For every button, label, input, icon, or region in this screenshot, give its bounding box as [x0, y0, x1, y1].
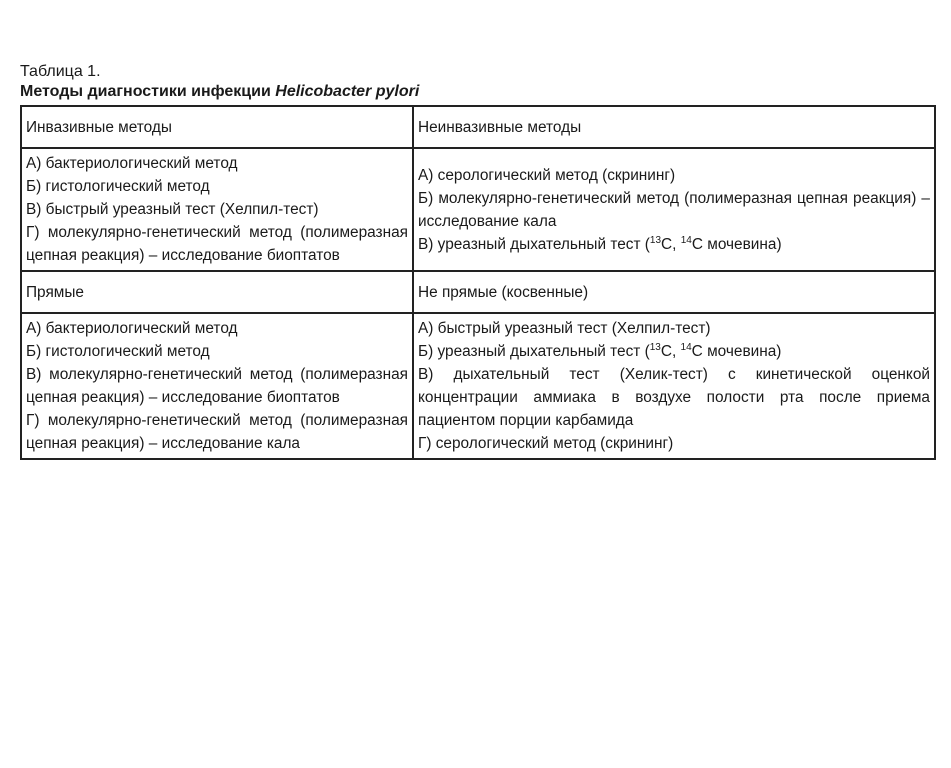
table-title-text: Методы диагностики инфекции [20, 83, 271, 100]
table-title-species: Helicobacter pylori [275, 83, 420, 100]
list-item: В) быстрый уреазный тест (Хелпил-тест) [26, 201, 319, 218]
cell-noninvasive-methods [413, 148, 935, 271]
table-title [20, 82, 936, 102]
table-row-body-1 [21, 148, 935, 271]
list-item: А) быстрый уреазный тест (Хелпил-тест) [418, 320, 711, 337]
list-item: Б) гистологический метод [26, 178, 210, 195]
list-item: В) молекулярно-генетический метод (полимеразная цепная реакция) – исследование биоптатов [26, 366, 408, 406]
list-item: А) серологический метод (скрининг) [418, 166, 676, 184]
header-indirect: Не прямые (косвенные) [413, 271, 935, 313]
table-caption: Таблица 1. [20, 63, 101, 80]
list-item: Г) молекулярно-генетический метод (полимеразная цепная реакция) – исследование биоптатов [26, 224, 408, 264]
isotope-superscript: 13 [649, 234, 662, 246]
list-item: А) бактериологический метод [26, 320, 238, 337]
cell-indirect-methods [413, 313, 935, 459]
list-item-text: С, [661, 235, 681, 253]
header-invasive: Инвазивные методы [21, 106, 413, 148]
list-item: Б) молекулярно-генетический метод (полимеразная цепная реакция) – исследование кала [418, 189, 930, 230]
table-row-body-2 [21, 313, 935, 459]
list-item: В) дыхательный тест (Хелик-тест) с кинетической оценкой концентрации аммиака в воздухе полости рта после приема пациентом порции карбамида [418, 366, 930, 429]
list-item-text: С мочевина) [691, 235, 782, 253]
list-item-text: С, [660, 343, 681, 360]
list-item [418, 233, 930, 256]
isotope-superscript: 13 [649, 341, 661, 353]
header-direct: Прямые [21, 271, 413, 313]
table-row-header-2 [21, 271, 935, 313]
document [20, 62, 936, 460]
table-row-header-1 [21, 106, 935, 148]
list-item-text: В) уреазный дыхательный тест ( [418, 235, 650, 253]
list-item: А) бактериологический метод [26, 155, 238, 172]
list-item: Б) гистологический метод [26, 343, 210, 360]
list-item-text: С мочевина) [691, 343, 782, 360]
cell-direct-methods [21, 313, 413, 459]
isotope-superscript: 14 [680, 234, 692, 246]
list-item-text: Б) уреазный дыхательный тест ( [418, 343, 650, 360]
header-noninvasive: Неинвазивные методы [413, 106, 935, 148]
list-item [418, 340, 930, 363]
list-item: Г) серологический метод (скрининг) [418, 435, 674, 452]
list-item: Г) молекулярно-генетический метод (полимеразная цепная реакция) – исследование кала [26, 412, 408, 452]
cell-invasive-methods [21, 148, 413, 271]
diagnostic-methods-table [20, 105, 936, 460]
isotope-superscript: 14 [680, 341, 692, 353]
